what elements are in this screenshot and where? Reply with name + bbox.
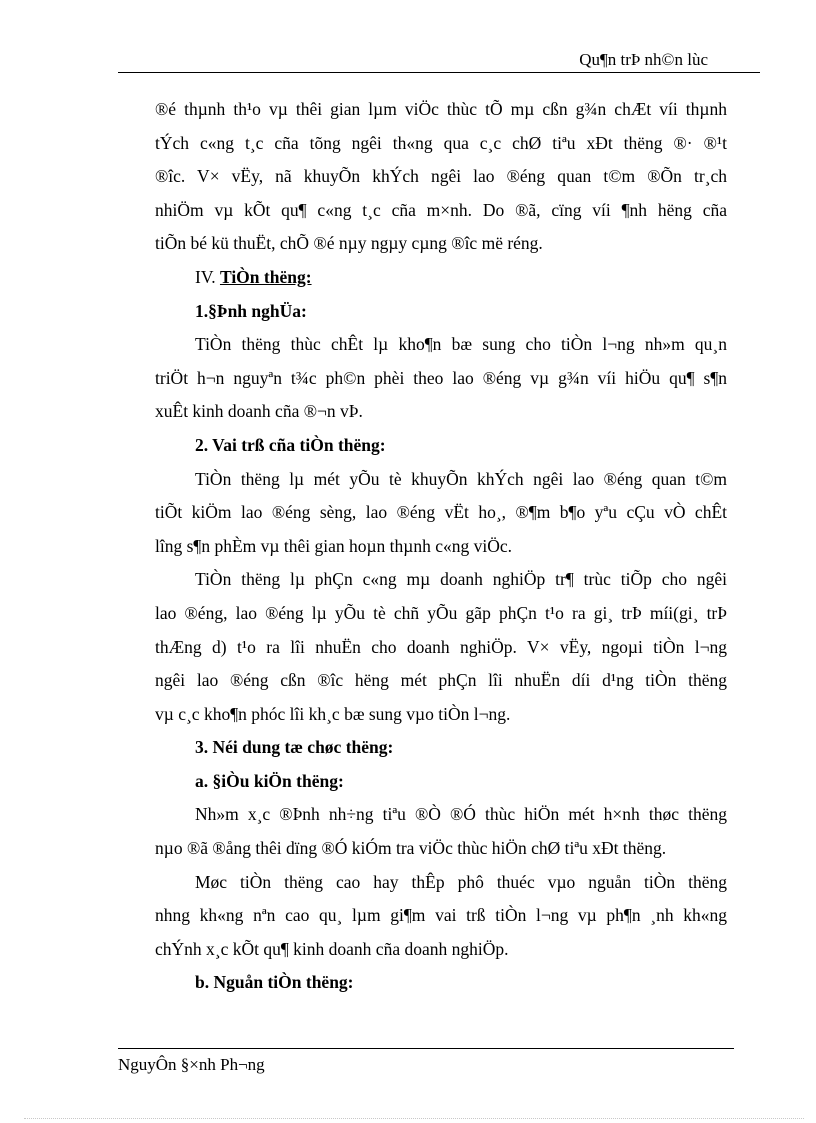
document-body — [155, 93, 727, 1000]
subheading-role: 2. Vai trß cña tiÒn thëng: — [195, 434, 386, 455]
paragraph-line: vµ c¸c kho¶n phóc lîi kh¸c bæ sung vµo tiÒn l¬ng. — [155, 703, 511, 724]
section-iv-heading — [155, 261, 727, 295]
page-edge-divider — [24, 1118, 804, 1119]
page-header — [118, 48, 760, 73]
paragraph-line: nhng kh«ng nªn cao qu¸ lµm gi¶m vai trß tiÒn l¬ng vµ ph¶n ¸nh kh«ng — [155, 905, 727, 926]
header-title: Qu¶n trÞ nh©n lùc — [579, 50, 708, 69]
subheading-bonus-organization: 3. Néi dung tæ chøc thëng: — [195, 737, 394, 758]
paragraph-line: triÖt h¬n nguyªn t¾c ph©n phèi theo lao ®éng vµ g¾n víi hiÖu qu¶ s¶n — [155, 367, 727, 388]
paragraph-line: chÝnh x¸c kÕt qu¶ kinh doanh cña doanh nghiÖp. — [155, 938, 509, 959]
paragraph-line: tiÕn bé kü thuËt, chÕ ®é nµy ngµy cµng ®îc më réng. — [155, 233, 543, 254]
paragraph-line: Nh»m x¸c ®Þnh nh÷ng tiªu ®Ò ®Ó thùc hiÖn mét h×nh thøc thëng — [195, 804, 727, 825]
subheading-bonus-source: b. Nguån tiÒn thëng: — [195, 972, 354, 993]
paragraph-line: ngêi lao ®éng cßn ®îc hëng mét phÇn lîi nhuËn díi d¹ng tiÒn thëng — [155, 670, 727, 691]
paragraph-line: nhiÖm vµ kÕt qu¶ c«ng t¸c cña m×nh. Do ®ã, cïng víi ¶nh hëng cña — [155, 199, 727, 220]
paragraph-line: lîng s¶n phÈm vµ thêi gian hoµn thµnh c«ng viÖc. — [155, 535, 513, 556]
subheading-bonus-conditions: a. §iÒu kiÖn thëng: — [195, 770, 344, 791]
paragraph-line: tiÕt kiÖm lao ®éng sèng, lao ®éng vËt ho¸, ®¶m b¶o yªu cÇu vÒ chÊt — [155, 502, 727, 523]
paragraph-line: TiÒn thëng lµ phÇn c«ng mµ doanh nghiÖp tr¶ trùc tiÕp cho ngêi — [195, 569, 727, 590]
paragraph-line: tÝch c«ng t¸c cña tõng ngêi th«ng qua c¸c chØ tiªu xÐt thëng ®· ®¹t — [155, 132, 727, 153]
paragraph-line: nµo ®ã ®ång thêi dïng ®Ó kiÓm tra viÖc thùc hiÖn chØ tiªu xÐt thëng. — [155, 838, 667, 859]
paragraph-line: ®é thµnh th¹o vµ thêi gian lµm viÖc thùc tÕ mµ cßn g¾n chÆt víi thµnh — [155, 99, 727, 119]
paragraph-line: TiÒn thëng thùc chÊt lµ kho¶n bæ sung cho tiÒn l¬ng nh»m qu¸n — [195, 334, 727, 355]
paragraph-line: TiÒn thëng lµ mét yÕu tè khuyÕn khÝch ngêi lao ®éng quan t©m — [195, 468, 727, 489]
paragraph-line: thÆng d) t¹o ra lîi nhuËn cho doanh nghiÖp. V× vËy, ngoµi tiÒn l¬ng — [155, 636, 727, 657]
subheading-definition: 1.§Þnh nghÜa: — [195, 300, 307, 321]
paragraph-line: xuÊt kinh doanh cña ®¬n vÞ. — [155, 401, 363, 422]
section-iv-number: IV. — [195, 266, 216, 287]
paragraph-line: Møc tiÒn thëng cao hay thÊp phô thuéc vµo nguån tiÒn thëng — [195, 871, 727, 892]
page-footer — [118, 1048, 734, 1074]
paragraph-line: lao ®éng, lao ®éng lµ yÕu tè chñ yÕu gãp phÇn t¹o ra gi¸ trÞ míi(gi¸ trÞ — [155, 602, 727, 623]
footer-author: NguyÔn §×nh Ph¬ng — [118, 1055, 265, 1074]
paragraph-line: ®îc. V× vËy, nã khuyÕn khÝch ngêi lao ®éng quan t©m ®Õn tr¸ch — [155, 166, 727, 187]
section-iv-title: TiÒn thëng: — [219, 266, 312, 287]
